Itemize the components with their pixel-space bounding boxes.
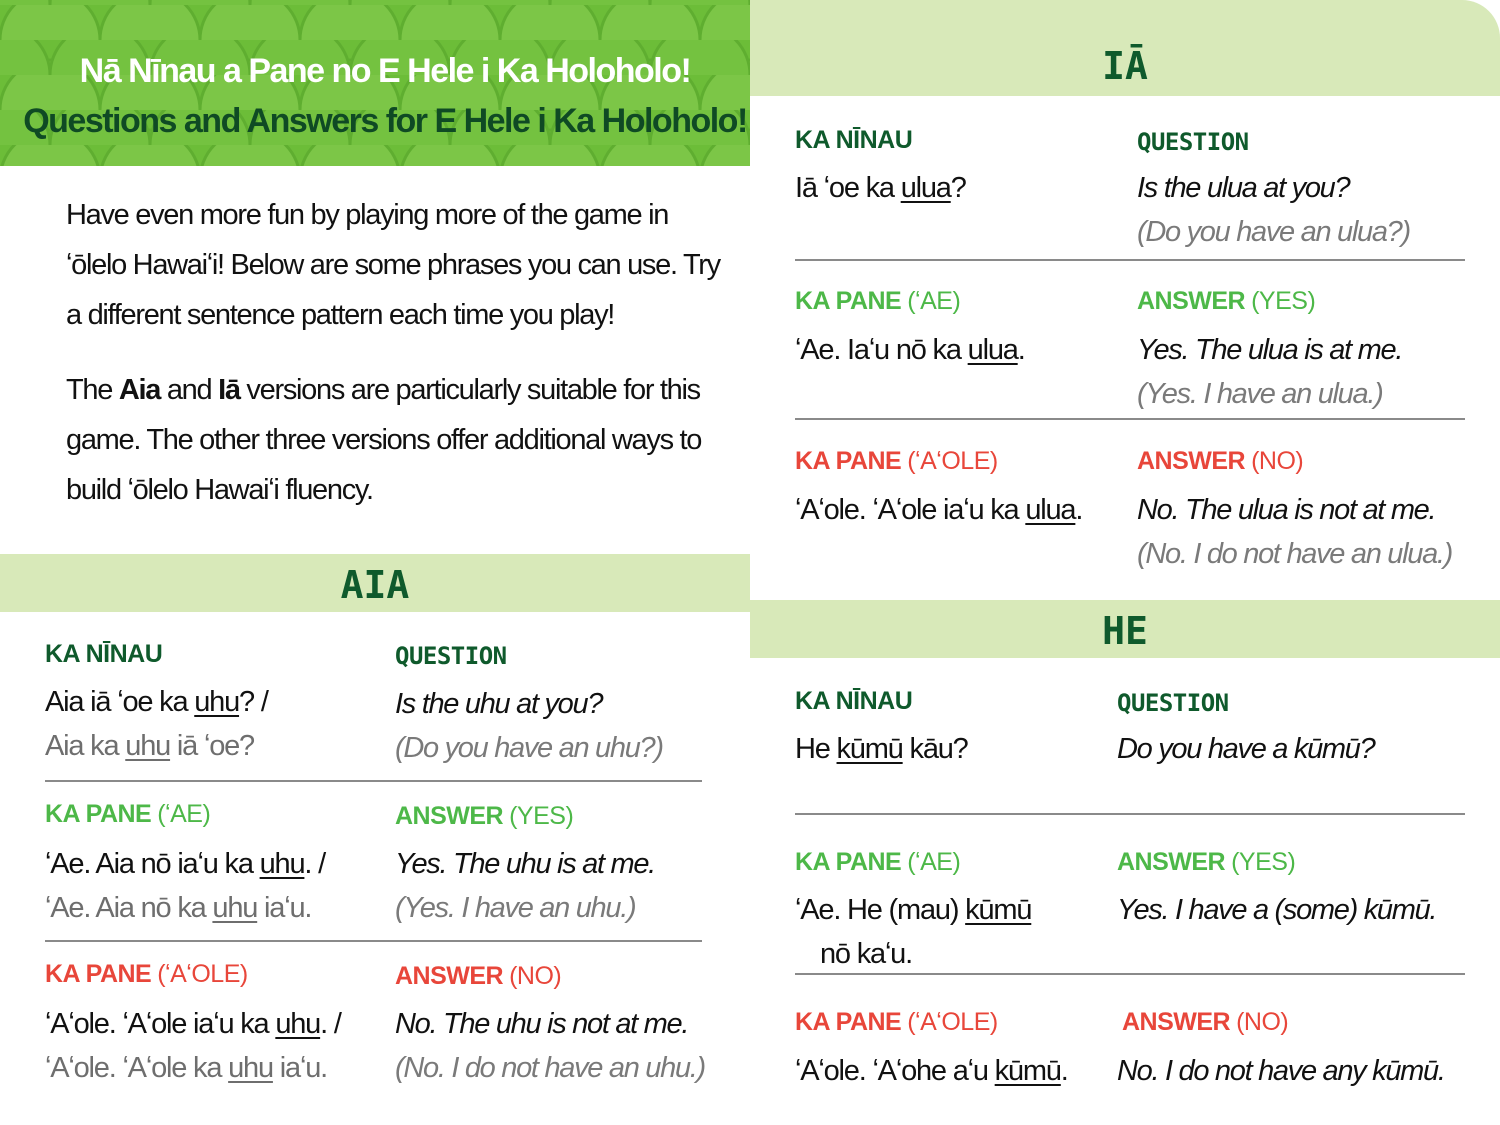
he-answer-yes-label: ANSWER (YES) bbox=[1117, 848, 1296, 876]
he-no-hawaiian: ʻAʻole. ʻAʻohe aʻu kūmū. bbox=[795, 1055, 1068, 1087]
he-ka-pane-no-label: KA PANE (ʻAʻOLE) bbox=[795, 1008, 998, 1036]
ia-no-hawaiian: ʻAʻole. ʻAʻole iaʻu ka ulua. bbox=[795, 494, 1083, 526]
he-yes-hawaiian-1: ʻAe. He (mau) kūmū bbox=[795, 894, 1032, 926]
he-heading-band bbox=[750, 600, 1500, 658]
he-question-label: QUESTION bbox=[1117, 689, 1229, 717]
ia-no-english-1: No. The ulua is not at me. bbox=[1137, 494, 1436, 526]
page-subtitle: Questions and Answers for E Hele i Ka Holoholo! bbox=[23, 102, 747, 140]
divider bbox=[795, 418, 1465, 420]
aia-answer-yes-label: ANSWER (YES) bbox=[395, 802, 574, 830]
he-question-english: Do you have a kūmū? bbox=[1117, 733, 1375, 765]
aia-yes-hawaiian-2: ʻAe. Aia nō ka uhu iaʻu. bbox=[45, 892, 312, 924]
intro-paragraph-2: The Aia and Iā versions are particularly suitable for this game. The other three versions offer additional ways to build ʻōlelo Hawaiʻi fluency. bbox=[66, 374, 702, 506]
ia-question-hawaiian: Iā ʻoe ka ulua? bbox=[795, 172, 966, 204]
he-ka-ninau-label: KA NĪNAU bbox=[795, 687, 913, 715]
divider bbox=[45, 940, 702, 942]
he-yes-english: Yes. I have a (some) kūmū. bbox=[1117, 894, 1437, 926]
divider bbox=[795, 973, 1465, 975]
intro-paragraph-1: Have even more fun by playing more of the game in ʻōlelo Hawaiʻi! Below are some phrases you can use. Try a different sentence pattern each time you play! bbox=[66, 199, 720, 331]
aia-heading-band bbox=[0, 554, 750, 612]
header-banner bbox=[0, 0, 750, 166]
aia-yes-english-2: (Yes. I have an uhu.) bbox=[395, 892, 636, 924]
he-yes-hawaiian-2: nō kaʻu. bbox=[820, 938, 912, 970]
ia-heading: IĀ bbox=[1102, 44, 1148, 88]
divider bbox=[45, 780, 702, 782]
aia-question-hawaiian-2: Aia ka uhu iā ʻoe? bbox=[45, 730, 254, 762]
ia-ka-pane-yes-label: KA PANE (ʻAE) bbox=[795, 287, 961, 315]
ia-yes-english-1: Yes. The ulua is at me. bbox=[1137, 334, 1403, 366]
he-ka-pane-yes-label: KA PANE (ʻAE) bbox=[795, 848, 961, 876]
aia-no-hawaiian-2: ʻAʻole. ʻAʻole ka uhu iaʻu. bbox=[45, 1052, 327, 1084]
aia-no-hawaiian-1: ʻAʻole. ʻAʻole iaʻu ka uhu. / bbox=[45, 1008, 341, 1040]
ia-yes-hawaiian: ʻAe. Iaʻu nō ka ulua. bbox=[795, 334, 1025, 366]
he-heading: HE bbox=[1102, 609, 1148, 653]
ia-question-english-2: (Do you have an ulua?) bbox=[1137, 216, 1410, 248]
ia-question-english-1: Is the ulua at you? bbox=[1137, 172, 1350, 204]
ia-no-english-2: (No. I do not have an ulua.) bbox=[1137, 538, 1453, 570]
aia-ka-ninau-label: KA NĪNAU bbox=[45, 640, 163, 668]
ia-answer-yes-label: ANSWER (YES) bbox=[1137, 287, 1316, 315]
aia-ka-pane-no-label: KA PANE (ʻAʻOLE) bbox=[45, 960, 248, 988]
ia-heading-band bbox=[750, 0, 1500, 96]
ia-ka-ninau-label: KA NĪNAU bbox=[795, 126, 913, 154]
aia-no-english-2: (No. I do not have an uhu.) bbox=[395, 1052, 705, 1084]
ia-answer-no-label: ANSWER (NO) bbox=[1137, 447, 1304, 475]
aia-ka-pane-yes-label: KA PANE (ʻAE) bbox=[45, 800, 211, 828]
divider bbox=[795, 259, 1465, 261]
he-question-hawaiian: He kūmū kāu? bbox=[795, 733, 968, 765]
ia-ka-pane-no-label: KA PANE (ʻAʻOLE) bbox=[795, 447, 998, 475]
ia-question-label: QUESTION bbox=[1137, 128, 1249, 156]
ia-yes-english-2: (Yes. I have an ulua.) bbox=[1137, 378, 1383, 410]
he-answer-no-label: ANSWER (NO) bbox=[1122, 1008, 1289, 1036]
aia-question-english-2: (Do you have an uhu?) bbox=[395, 732, 663, 764]
aia-heading: AIA bbox=[340, 563, 410, 607]
divider bbox=[795, 813, 1465, 815]
aia-question-hawaiian-1: Aia iā ʻoe ka uhu? / bbox=[45, 686, 268, 718]
page-title: Nā Nīnau a Pane no E Hele i Ka Holoholo! bbox=[79, 52, 691, 90]
aia-question-label: QUESTION bbox=[395, 642, 507, 670]
aia-question-english-1: Is the uhu at you? bbox=[395, 688, 603, 720]
he-no-english: No. I do not have any kūmū. bbox=[1117, 1055, 1445, 1087]
aia-no-english-1: No. The uhu is not at me. bbox=[395, 1008, 689, 1040]
aia-answer-no-label: ANSWER (NO) bbox=[395, 962, 562, 990]
aia-yes-english-1: Yes. The uhu is at me. bbox=[395, 848, 655, 880]
aia-yes-hawaiian-1: ʻAe. Aia nō iaʻu ka uhu. / bbox=[45, 848, 325, 880]
